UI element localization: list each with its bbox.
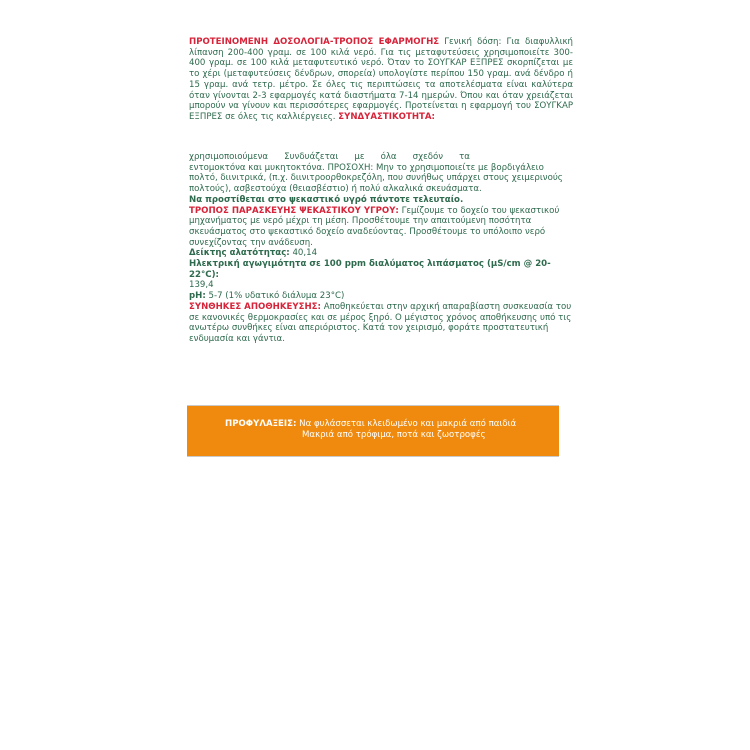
compatibility-first-line [189,152,470,163]
salinity-label: Δείκτης αλατότητας: [189,248,290,259]
compat-word: Συνδυάζεται [284,152,339,162]
compat-word: χρησιμοποιούμενα [189,152,269,162]
conductivity-value: 139,4 [189,280,214,291]
salinity-value: 40,14 [292,248,318,259]
compat-word: με [354,152,365,162]
storage-paragraph [189,302,573,345]
compatibility-heading: ΣΥΝΔΥΑΣΤΙΚΟΤΗΤΑ: [338,111,435,122]
storage-heading: ΣΥΝΘΗΚΕΣ ΑΠΟΘΗΚΕΥΣΗΣ: [189,301,321,312]
conductivity-row [189,259,573,291]
compatibility-text: εντομοκτόνα και μυκητοκτόνα. ΠΡΟΣΟΧΗ: Μην το χρησιμοποιείτε με βορδιγάλειο πολτό, διινιτρικά, (π.χ. διινιτροορθοκρεζόλη, που συνήθως υπάρχει στους χειμερινούς πολτούς), ασβεστούχα (θειασβέστιο) ή πολύ αλκαλικά σκευάσματα. [189,162,563,195]
dosage-heading: ΠΡΟΤΕΙΝΟΜΕΝΗ ΔΟΣΟΛΟΓΙΑ-ΤΡΟΠΟΣ ΕΦΑΡΜΟΓΗΣ [189,37,440,47]
ph-value: 5-7 (1% υδατικό διάλυμα 23°C) [208,291,345,302]
ph-label: pH: [189,291,206,302]
compat-word: σχεδόν [412,152,444,162]
preparation-text: Γεμίζουμε το δοχείο του ψεκαστικού μηχανήματος με νερό μέχρι τη μέση. Προσθέτουμε την απαιτούμενη ποσότητα σκευάσματος στο ψεκαστικό δοχείο αναδεύοντας. Προσθέτουμε το υπόλοιπο νερό συνεχίζοντας την ανάδευση. [189,205,560,248]
preparation-heading: ΤΡΟΠΟΣ ΠΑΡΑΣΚΕΥΗΣ ΨΕΚΑΣΤΙΚΟΥ ΥΓΡΟΥ: [189,205,399,216]
precautions-content [225,419,545,441]
ph-row [189,291,573,302]
salinity-row [189,248,573,259]
precautions-line-1 [225,419,545,430]
storage-text: Αποθηκεύεται στην αρχική απαραβίαστη συσκευασία του σε κανονικές θερμοκρασίες και σε μέρος ξηρό. Ο μέγιστος χρόνος αποθήκευσης υπό τις ανωτέρω συνθήκες είναι απεριόριστος. Κατά τον χειρισμό, φοράτε προστατευτική ενδυμασία και γάντια. [189,301,572,344]
precautions-text-2: Μακριά από τρόφιμα, ποτά και ζωοτροφές [302,430,486,440]
conductivity-label: Ηλεκτρική αγωγιμότητα σε 100 ppm διαλύματος λιπάσματος (μS/cm @ 20-22°C): [189,259,551,280]
precautions-label: ΠΡΟΦΥΛΑΞΕΙΣ: [225,419,297,429]
precautions-text-1: Να φυλάσσεται κλειδωμένο και μακριά από παιδιά [299,419,517,429]
compat-word: τα [459,152,470,162]
details-section [189,152,573,345]
compatibility-note: Να προστίθεται στο ψεκαστικό υγρό πάντοτε τελευταίο. [189,194,464,205]
dosage-text: Γενική δόση: Για διαφυλλική λίπανση 200-400 γραμ. σε 100 κιλά νερό. Για τις μεταφυτεύσεις χρησιμοποιείτε 300-400 γραμ. σε 100 κιλά μεταφυτευτικό νερό. Όταν το ΣΟΥΓΚΑΡ ΕΞΠΡΕΣ σκορπίζεται με το χέρι (μεταφυτεύσεις δένδρων, σπορεία) υπολογίστε περίπου 150 γραμ. ανά δένδρο ή 15 γραμ. ανά τετρ. μέτρο. Σε όλες τις περιπτώσεις τα αποτελέσματα είναι καλύτερα όταν γίνονται 2-3 εφαρμογές κατά διαστήματα 7-14 ημερών. Όπου και όταν χρειάζεται μπορούν να γίνουν και περισσότερες εφαρμογές. Προτείνεται η εφαρμογή του ΣΟΥΓΚΑΡ ΕΞΠΡΕΣ σε όλες τις καλλιέργειες. [189,37,574,122]
precautions-banner [187,405,559,457]
dosage-section [189,37,573,123]
compat-word: όλα [380,152,397,162]
preparation-paragraph [189,206,573,249]
